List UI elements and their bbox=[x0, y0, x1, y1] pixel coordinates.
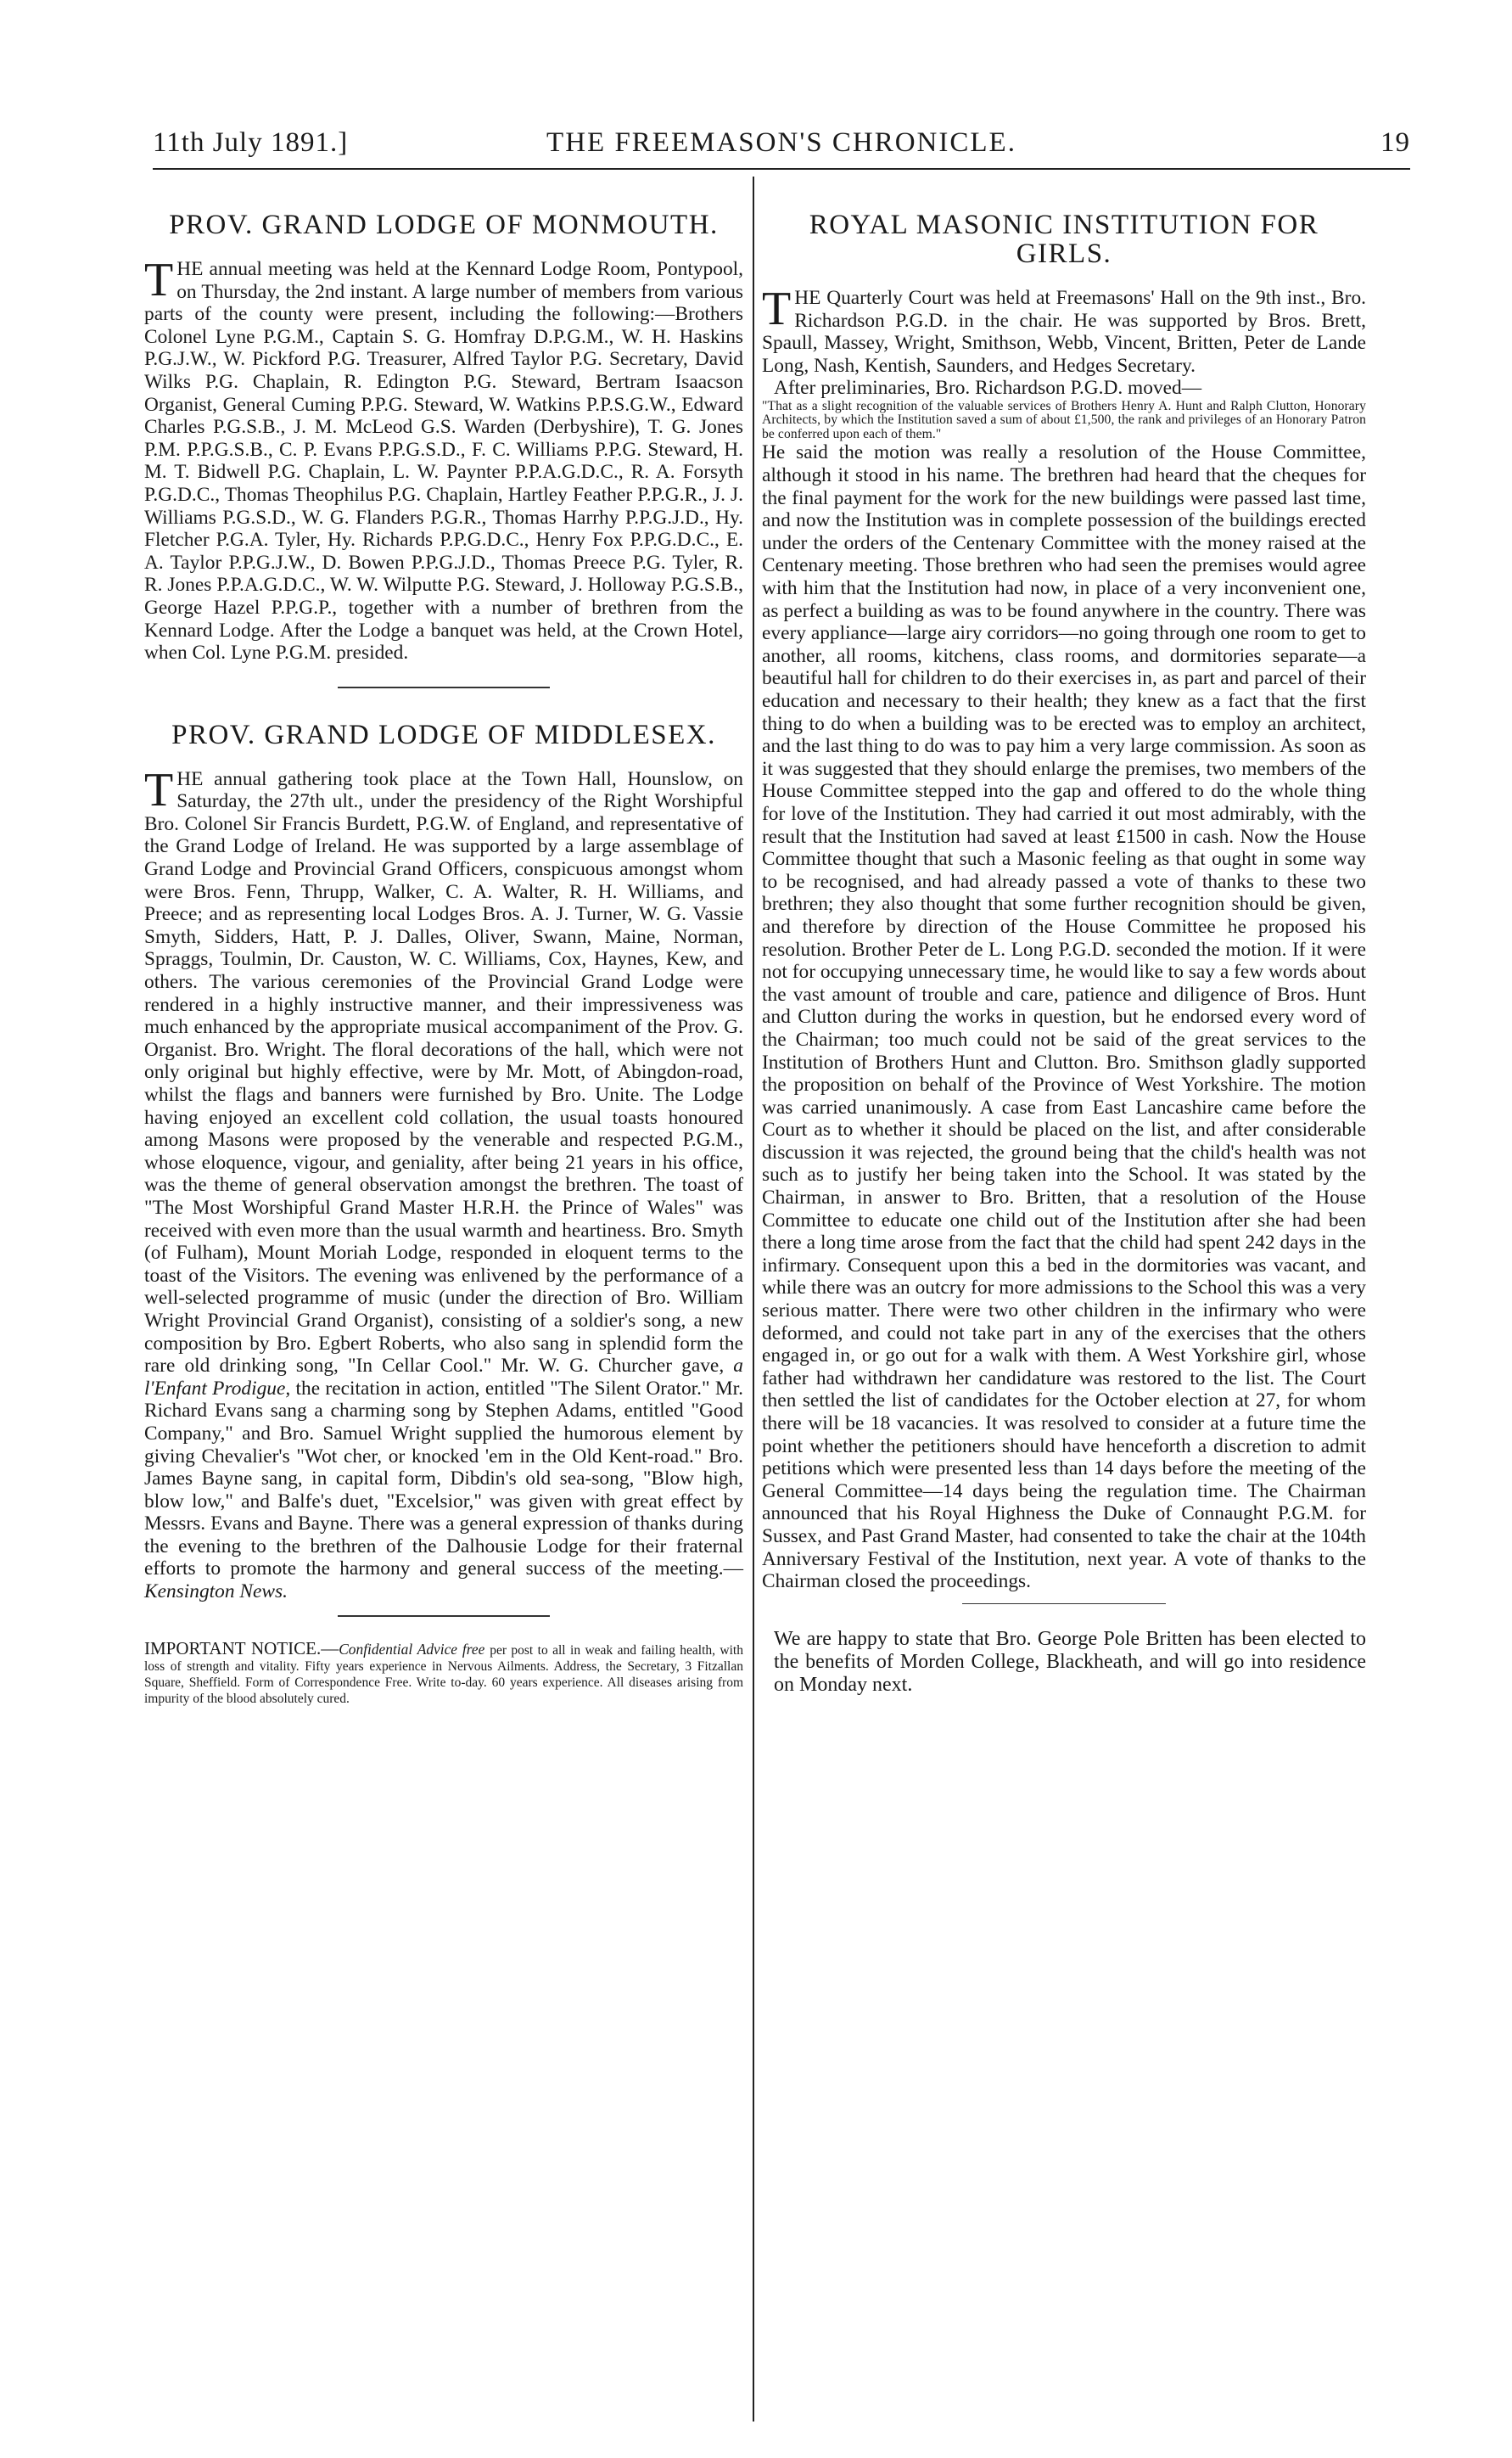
notice-lead: IMPORTANT NOTICE.— bbox=[144, 1637, 339, 1658]
section-rule bbox=[962, 1603, 1166, 1604]
article-title-middlesex: PROV. GRAND LODGE OF MIDDLESEX. bbox=[171, 719, 716, 750]
article-source: Kensington News. bbox=[144, 1580, 288, 1603]
column-divider bbox=[753, 177, 754, 2422]
closing-announcement: We are happy to state that Bro. George Pole Britten has been elected to the benefits of Morden College, Blackheath, and will go into residence on Monday next. bbox=[774, 1627, 1366, 1696]
page-number: 19 bbox=[1380, 127, 1410, 158]
article-main-text: He said the motion was really a resolution of the House Committee, although it stood in his name. The brethren had heard that the cheques for the final payment for the work for the new buildings were passed last time, and now the Institution was in complete possession of the buildings erected under the orders of the Centenary Committee with the money raised at the Centenary meeting. Those brethren who had seen the premises would agree with him that the Institution had now, in place of a very inconvenient one, as perfect a building as was to be found anywhere in the country. There was every appliance—large airy corridors—no going through one room to get to another, all rooms, kitchens, class rooms, and dormitories separate—a beautiful hall for children to do their exercises in, as part and parcel of their education and necessary to their health; they knew as a fact that the first thing to do when a building was to be erected was to employ an architect, and the last thing to do was to pay him a very large commission. As soon as it was suggested that they should enlarge the premises, two members of the House Committee stepped into the gap and offered to do the whole thing for love of the Institution. They had carried it out most admirably, with the result that the Institution had saved at least £1500 in cash. Now the House Committee thought that such a Masonic feeling as that ought in some way to be recognised, and had already passed a vote of thanks to these two brethren; they also thought that some further recognition should be given, and therefore by direction of the House Committee he proposed his resolution. Brother Peter de L. Long P.G.D. seconded the motion. If it were not for occupying unnecessary time, he would like to say a few words about the vast amount of trouble and care, patience and diligence of Bros. Hunt and Clutton during the works in question, but he endorsed every word of the Chairman; too much could not be said of the great services to the Institution of Brothers Hunt and Clutton. Bro. Smithson gladly supported the proposition on behalf of the Province of West Yorkshire. The motion was carried unanimously. A case from East Lancashire came before the Court as to whether it should be placed on the list, and after considerable discussion it was rejected, the ground being that the child's health was not such as to justify her being taken into the School. It was stated by the Chairman, in answer to Bro. Britten, that a resolution of the House Committee to educate one child out of the Institution after she had been there a long time arose from the fact that the child had spent 242 days in the infirmary. Consequent upon this a bed in the dormitories was vacant, and while there was an outcry for more admissions to the School this was a very serious matter. There were two other children in the infirmary who were deformed, and could not take part in any of the exercises that the others engaged in, or go out for a walk with them. A West Yorkshire girl, whose father had withdrawn her candidature was restored to the list. The Court then settled the list of candidates for the October election at 27, for whom there will be 18 vacancies. It was resolved to consider at a future time the point whether the petitioners should have henceforth a discretion to admit petitions which were presented less than 14 days before the meeting of the General Committee—14 days being the regulation time. The Chairman announced that his Royal Highness the Duke of Connaught P.G.M. for Sussex, and Past Grand Master, had consented to take the chair at the 104th Anniversary Festival of the Institution, next year. A vote of thanks to the Chairman closed the proceedings. bbox=[762, 441, 1366, 1593]
article-body-girls-institution bbox=[762, 283, 1366, 1593]
left-column bbox=[144, 210, 743, 1706]
article-title-monmouth: PROV. GRAND LODGE OF MONMOUTH. bbox=[169, 210, 719, 240]
running-header bbox=[153, 127, 1410, 170]
article-monmouth bbox=[144, 210, 743, 665]
article-body-monmouth: THE annual meeting was held at the Kennard Lodge Room, Pontypool, on Thursday, the 2nd instant. A large number of members from various parts of the county were present, including the following:—Brothers Colonel Lyne P.G.M., Captain S. G. Homfray D.P.G.M., W. H. Haskins P.G.J.W., W. Pickford P.G. Treasurer, Alfred Taylor P.G. Secretary, David Wilks P.G. Chaplain, R. Edington P.G. Steward, Bertram Isaacson Organist, General Cuming P.P.G. Steward, W. Watkins P.P.S.G.W., Edward Charles P.G.S.B., J. M. McLeod G.S. Warden (Derbyshire), T. G. Jones P.M. P.P.G.S.B., C. P. Evans P.P.G.S.D., F. C. Williams P.P.G. Steward, H. M. T. Bidwell P.G. Chaplain, L. W. Paynter P.P.A.G.D.C., R. A. Forsyth P.G.D.C., Thomas Theophilus P.G. Chaplain, Hartley Feather P.P.G.R., J. J. Williams P.G.S.D., W. G. Flanders P.G.R., Thomas Harrhy P.P.G.J.D., Hy. Fletcher P.G.A. Tyler, Hy. Richards P.P.G.D.C., Henry Fox P.P.G.D.C., E. A. Taylor P.P.G.J.W., D. Bowen P.P.G.J.D., Thomas Preece P.G. Tyler, R. R. Jones P.P.A.G.D.C., W. W. Wilputte P.G. Steward, J. Holloway P.G.S.B., George Hazel P.P.G.P., together with a number of brethren from the Kennard Lodge. After the Lodge a banquet was held, at the Crown Hotel, when Col. Lyne P.G.M. presided. bbox=[144, 254, 743, 665]
article-intro: THE Quarterly Court was held at Freemasons' Hall on the 9th inst., Bro. Richardson P.G.D. in the chair. He was supported by Bros. Brett, Spaull, Massey, Wright, Smithson, Webb, Vincent, Britten, Peter de Lande Long, Nash, Kentish, Saunders, and Hedges Secretary. bbox=[762, 283, 1366, 377]
article-title-girls-institution: ROYAL MASONIC INSTITUTION FOR GIRLS. bbox=[809, 210, 1319, 269]
resolution-quote: "That as a slight recognition of the valuable services of Brothers Henry A. Hunt and Ralph Clutton, Honorary Architects, by which the Institution saved a sum of about £1,500, the rank and privileges of an Honorary Patron be conferred upon each of them." bbox=[762, 398, 1366, 441]
section-rule bbox=[338, 1615, 550, 1617]
header-rule bbox=[153, 168, 1410, 170]
middlesex-text-part2: the recitation in action, entitled "The Silent Orator." Mr. Richard Evans sang a charming song by Stephen Adams, entitled "Good Company," and Bro. Samuel Wright supplied the humorous element by giving Chevalier's "Wot cher, or knocked 'em in the Old Kent-road." Bro. James Bayne sang, in capital form, Dibdin's old sea-song, "Blow high, blow low," and Balfe's duet, "Excelsior," was given with great effect by Messrs. Evans and Bayne. There was a general expression of thanks during the evening to the brethren of the Dalhousie Lodge for their fraternal efforts to promote the harmony and general success of the meeting.— bbox=[144, 1377, 743, 1580]
section-rule bbox=[338, 687, 550, 688]
notice-lead-italic: Confidential Advice free bbox=[339, 1640, 485, 1658]
italic-song-title: a l'Enfant Prodigue, bbox=[144, 1355, 743, 1400]
middlesex-text-part1: THE annual gathering took place at the Town Hall, Hounslow, on Saturday, the 27th ult., under the presidency of the Right Worshipful Bro. Colonel Sir Francis Burdett, P.G.W. of England, and representative of the Grand Lodge of Ireland. He was supported by a large assemblage of Grand Lodge and Provincial Grand Officers, conspicuous amongst whom were Bros. Fenn, Thrupp, Walker, C. A. Walter, R. H. Williams, and Preece; and as representing local Lodges Bros. A. J. Turner, W. G. Vassie Smyth, Sidders, Hatt, P. J. Dalles, Oliver, Swann, Maine, Norman, Spraggs, Toulmin, Dr. Causton, W. C. Williams, Cox, Haynes, Kew, and others. The various ceremonies of the Provincial Grand Lodge were rendered in a highly instructive manner, and their impressiveness was much enhanced by the appropriate musical accompaniment of the Prov. G. Organist. Bro. Wright. The floral decorations of the hall, which were not only original but highly effective, were by Mr. Mott, of Abingdon-road, whilst the flags and banners were furnished by Bro. Unite. The Lodge having enjoyed an excellent cold collation, the usual toasts honoured among Masons were proposed by the venerable and respected P.G.M., whose eloquence, vigour, and geniality, after being 21 years in his office, was the theme of general observation amongst the brethren. The toast of "The Most Worshipful Grand Master H.R.H. the Prince of Wales" was received with even more than the usual warmth and heartiness. Bro. Smyth (of Fulham), Mount Moriah Lodge, responded in eloquent terms to the toast of the Visitors. The evening was enlivened by the performance of a well-selected programme of music (under the direction of Bro. William Wright Provincial Grand Organist), consisting of a soldier's song, a new composition by Bro. Egbert Roberts, who also sang in splendid form the rare old drinking song, "In Cellar Cool." Mr. W. G. Churcher gave, bbox=[144, 763, 743, 1378]
article-body-middlesex bbox=[144, 763, 743, 1603]
publication-title: THE FREEMASON'S CHRONICLE. bbox=[546, 127, 1016, 158]
notice-text: per post to all in weak and failing health, with loss of strength and vitality. Fifty years experience in Nervous Ailments. Address, the Secretary, 3 Fitzallan Square, Sheffield. Form of Correspondence Free. Write to-day. 60 years experience. All diseases arising from impurity of the blood absolutely cured. bbox=[144, 1642, 743, 1706]
issue-date: 11th July 1891.] bbox=[153, 127, 349, 158]
article-prelim: After preliminaries, Bro. Richardson P.G.D. moved— bbox=[774, 377, 1202, 400]
article-middlesex bbox=[144, 721, 743, 1603]
right-column bbox=[762, 210, 1366, 1697]
important-notice bbox=[144, 1637, 743, 1706]
